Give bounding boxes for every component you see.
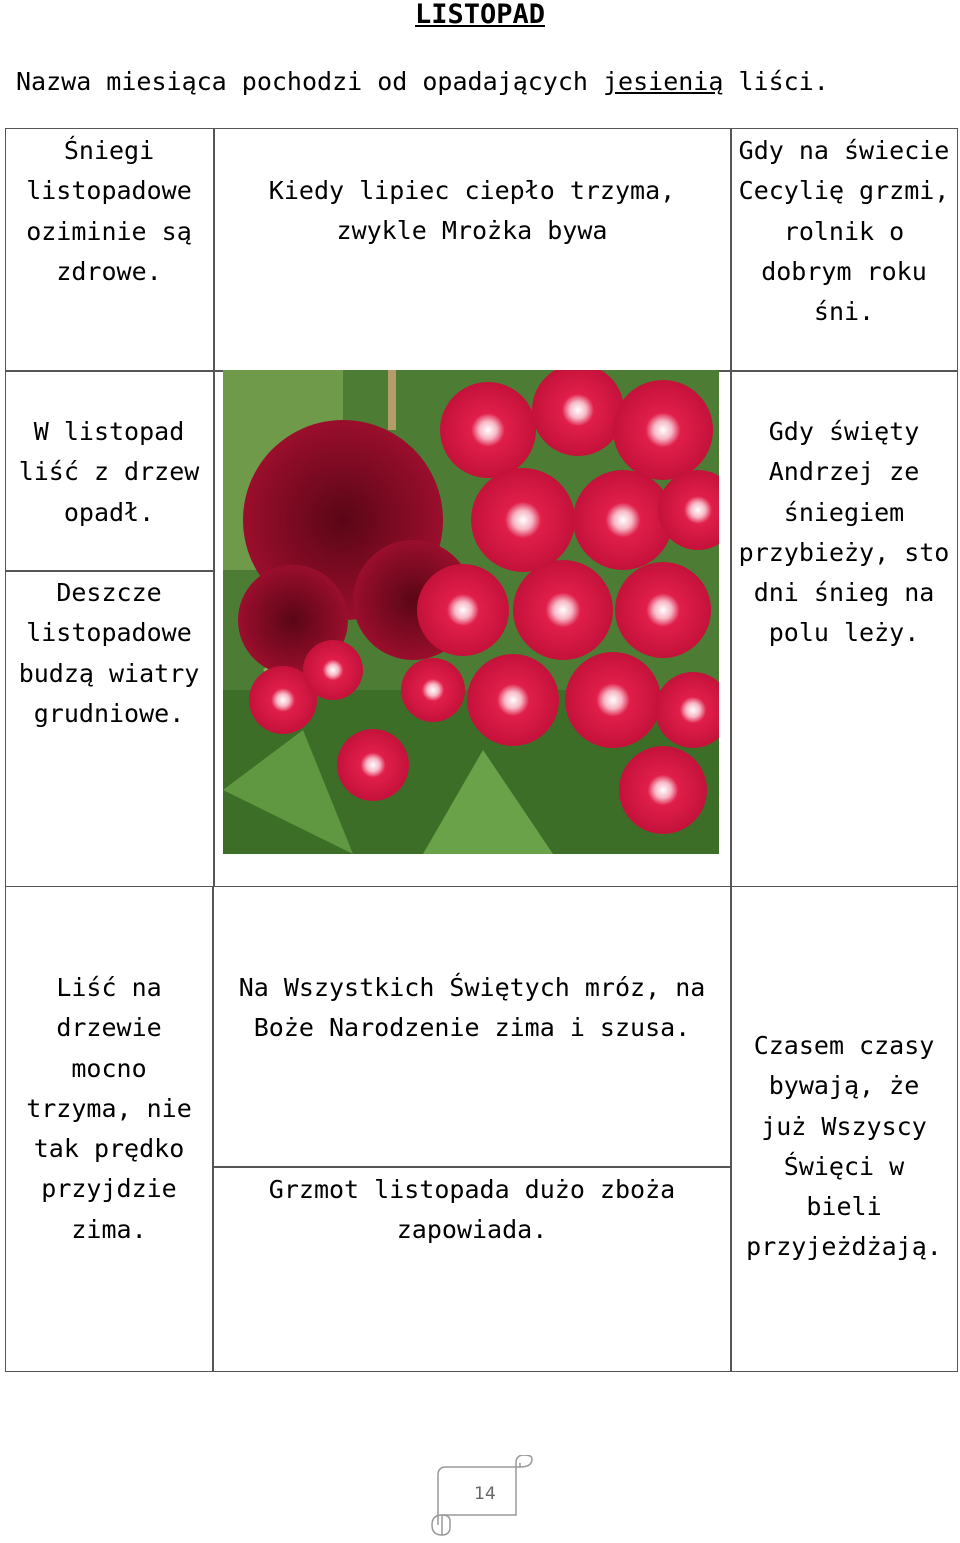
page-number: 14: [474, 1484, 496, 1504]
proverb-cell: Gdy na świecie Cecylię grzmi, rolnik o dobrym roku śni.: [738, 136, 950, 327]
table-divider: [213, 128, 215, 887]
page-title: LISTOPAD: [414, 0, 546, 30]
proverb-cell: W listopad liść z drzew opadł.: [18, 417, 200, 527]
table-divider: [212, 1166, 731, 1168]
intro-underlined-word: jesienią: [603, 67, 724, 96]
proverb-cell: Kiedy lipiec ciepło trzyma, zwykle Mrożka bywa: [268, 176, 676, 246]
table-divider: [212, 886, 214, 1372]
proverb-cell: Deszcze listopadowe budzą wiatry grudniowe.: [18, 578, 200, 728]
intro-text-end: liści.: [723, 67, 829, 96]
intro-text-start: Nazwa miesiąca pochodzi od opadających: [16, 67, 603, 96]
table-divider: [730, 128, 732, 887]
proverb-cell: Czasem czasy bywają, że już Wszyscy Święci w bieli przyjeżdżają.: [746, 1031, 942, 1262]
proverb-cell: Liść na drzewie mocno trzyma, nie tak prędko przyjdzie zima.: [26, 973, 192, 1244]
carnation-flowers-photo: [223, 370, 719, 854]
proverb-cell: Grzmot listopada dużo zboża zapowiada.: [268, 1175, 676, 1245]
table-divider: [730, 886, 732, 1372]
table-divider: [5, 570, 214, 572]
intro-sentence: [16, 64, 829, 100]
proverb-cell: Gdy święty Andrzej ze śniegiem przybieży, sto dni śnieg na polu leży.: [738, 417, 950, 648]
proverb-cell: Śniegi listopadowe oziminie są zdrowe.: [26, 136, 192, 286]
proverb-cell: Na Wszystkich Świętych mróz, na Boże Narodzenie zima i szusa.: [238, 973, 706, 1043]
